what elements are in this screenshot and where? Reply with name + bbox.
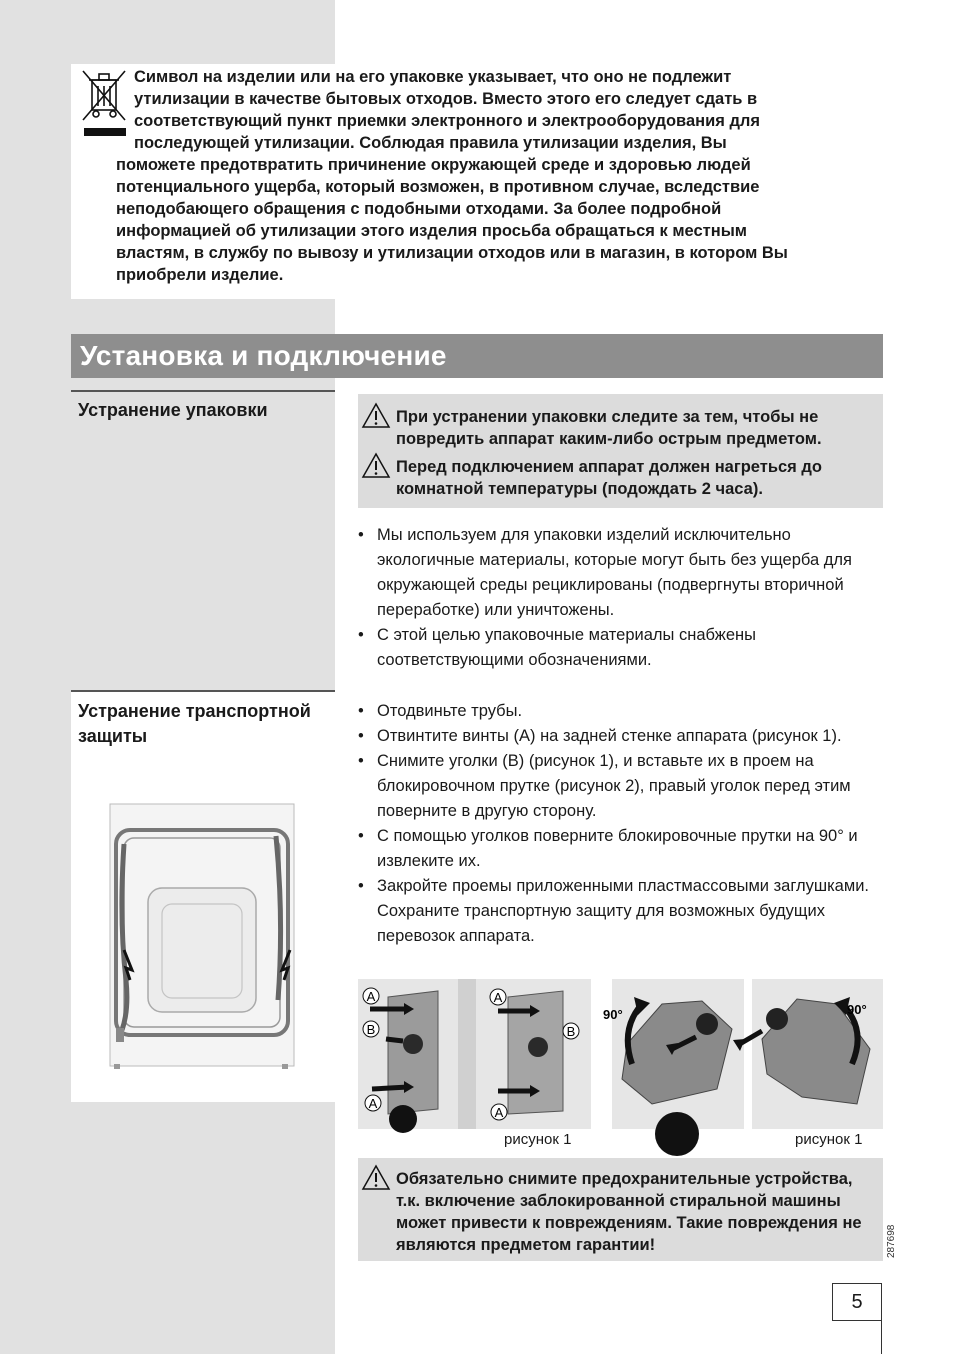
disposal-line: Символ на изделии или на его упаковке указывает, что оно не подлежит — [134, 68, 732, 86]
list-item: • Отвинтите винты (A) на задней стенке аппарата (рисунок 1). — [358, 724, 888, 749]
warning-item — [358, 1168, 883, 1256]
figure-1b-drawing — [603, 979, 883, 1129]
label-a: A — [494, 1105, 504, 1120]
list-item: • Снимите уголки (B) (рисунок 1), и вставьте их в проем на блокировочном прутке (рисунок 2), правый уголок перед этим поверните в другую сторону. — [358, 749, 888, 824]
disposal-line: поможете предотвратить причинение окружающей среде и здоровью людей — [116, 156, 751, 174]
transport-heading-text: Устранение транспортной защиты — [78, 701, 311, 746]
list-item: • С этой целью упаковочные материалы снабжены соответствующими обозначениями. — [358, 623, 888, 673]
label-b: B — [566, 1024, 576, 1039]
warning-text: При устранении упаковки следите за тем, чтобы не повредить аппарат каким-либо острым предметом. — [396, 408, 822, 448]
figure-caption: рисунок 1 — [795, 1131, 863, 1148]
warning-triangle-icon — [361, 1164, 391, 1191]
list-item: • Закройте проемы приложенными пластмассовыми заглушками. — [358, 874, 888, 899]
figure-1-photo-a — [358, 979, 591, 1129]
figure-1-photo-b — [603, 979, 883, 1129]
warning-text: Обязательно снимите предохранительные устройства, т.к. включение заблокированной стиральной машины может привести к повреждениям. Такие повреждения не являются предметом гарантии! — [396, 1170, 862, 1254]
packaging-heading-text: Устранение упаковки — [78, 400, 268, 420]
figure-1a-drawing — [358, 979, 591, 1129]
angle-label: 90° — [603, 1007, 623, 1022]
warning-item — [358, 406, 883, 450]
disposal-line: утилизации в качестве бытовых отходов. Вместо этого его следует сдать в — [134, 90, 758, 108]
disposal-line: неподобающего обращения с подобными отходами. За более подробной — [116, 200, 722, 218]
disposal-line: приобрели изделие. — [116, 266, 284, 284]
section-title: Установка и подключение — [71, 334, 883, 378]
transport-note: Сохраните транспортную защиту для возможных будущих перевозок аппарата. — [377, 902, 825, 945]
disposal-line: потенциального ущерба, который возможен, в противном случае, вследствие — [116, 178, 760, 196]
figure-caption: рисунок 1 — [504, 1131, 572, 1148]
disposal-line: властям, в службу по вывозу и утилизации отходов или в магазин, в котором Вы — [116, 244, 788, 262]
label-a: A — [493, 990, 503, 1005]
guarantee-warning-box — [358, 1158, 883, 1261]
disposal-line: соответствующий пункт приемки электронного и электрооборудования для — [134, 112, 761, 130]
warning-triangle-icon — [361, 452, 391, 479]
angle-label: 90° — [847, 1002, 867, 1017]
transport-heading — [71, 690, 335, 774]
label-a: A — [366, 989, 376, 1004]
disposal-notice-text — [116, 66, 866, 286]
list-item: • Отодвиньте трубы. — [358, 699, 888, 724]
warning-item — [358, 456, 883, 500]
disposal-line: последующей утилизации. Соблюдая правила утилизации изделия, Вы — [134, 134, 727, 152]
label-a: A — [368, 1096, 378, 1111]
transport-bullets — [358, 699, 888, 949]
page-number-rule — [881, 1321, 882, 1354]
disposal-line: информацией об утилизации этого изделия просьба обращаться к местным — [116, 222, 748, 240]
packaging-heading — [71, 390, 335, 445]
warning-triangle-icon — [361, 402, 391, 429]
washing-machine-rear-illustration — [104, 800, 300, 1075]
packaging-bullets — [358, 523, 888, 673]
list-item: • Мы используем для упаковки изделий исключительно экологичные материалы, которые могут быть без ущерба для окружающей среды рециклированы (подвергнуты вторичной переработке) или уничтожены. — [358, 523, 888, 623]
label-b: B — [366, 1022, 376, 1037]
list-item: • С помощью уголков поверните блокировочные прутки на 90° и извлеките их. — [358, 824, 888, 874]
document-code: 287698 — [886, 1224, 897, 1258]
page-number: 5 — [832, 1283, 882, 1321]
warning-text: Перед подключением аппарат должен нагреться до комнатной температуры (подождать 2 часа). — [396, 458, 822, 498]
packaging-warning-box — [358, 394, 883, 508]
